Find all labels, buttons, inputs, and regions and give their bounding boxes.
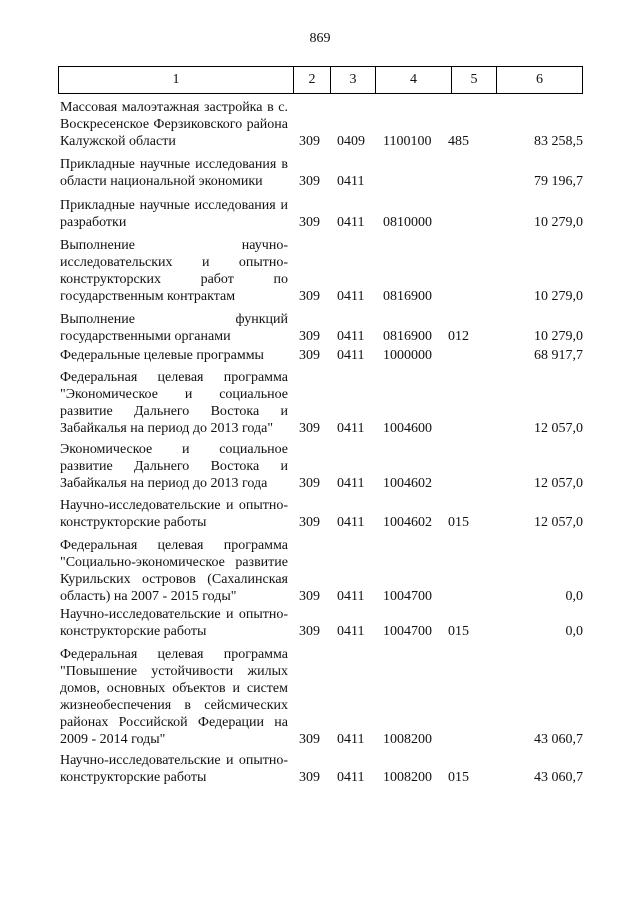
table-row xyxy=(0,537,640,605)
table-header xyxy=(58,66,583,94)
row-col-5: 015 xyxy=(448,624,469,639)
row-description: Научно-исследовательские и опытно-конструкторские работы xyxy=(60,498,288,530)
row-col-3: 0411 xyxy=(337,289,365,304)
row-col-5: 485 xyxy=(448,134,469,149)
table-row xyxy=(0,311,640,345)
row-col-6: 68 917,7 xyxy=(534,348,583,363)
row-col-3: 0409 xyxy=(337,134,365,149)
row-col-2: 309 xyxy=(299,134,320,149)
row-col-4: 1100100 xyxy=(383,134,432,149)
table-row xyxy=(0,497,640,531)
row-col-6: 83 258,5 xyxy=(534,134,583,149)
row-col-2: 309 xyxy=(299,348,320,363)
header-col-4: 4 xyxy=(376,67,452,93)
row-col-3: 0411 xyxy=(337,515,365,530)
table-row xyxy=(0,606,640,640)
row-col-4: 0816900 xyxy=(383,289,432,304)
row-col-2: 309 xyxy=(299,289,320,304)
row-col-5: 015 xyxy=(448,770,469,785)
row-description: Выполнение функций государственными органами xyxy=(60,312,288,344)
row-col-4: 1004700 xyxy=(383,589,432,604)
row-col-4: 1008200 xyxy=(383,770,432,785)
table-row xyxy=(0,646,640,748)
row-description: Научно-исследовательские и опытно-конструкторские работы xyxy=(60,607,288,639)
row-description: Прикладные научные исследования и разработки xyxy=(60,198,288,230)
row-col-6: 43 060,7 xyxy=(534,732,583,747)
table-row xyxy=(0,369,640,437)
row-col-2: 309 xyxy=(299,732,320,747)
row-col-3: 0411 xyxy=(337,770,365,785)
row-description: Федеральная целевая программа "Социально-экономическое развитие Курильских островов (Сахалинская область) на 2007 - 2015 годы" xyxy=(60,538,288,604)
row-col-4: 0816900 xyxy=(383,329,432,344)
row-col-4: 1004602 xyxy=(383,476,432,491)
row-col-2: 309 xyxy=(299,174,320,189)
row-col-6: 12 057,0 xyxy=(534,421,583,436)
row-col-3: 0411 xyxy=(337,215,365,230)
row-col-2: 309 xyxy=(299,770,320,785)
row-col-6: 79 196,7 xyxy=(534,174,583,189)
row-col-6: 0,0 xyxy=(565,589,583,604)
row-col-2: 309 xyxy=(299,624,320,639)
row-col-2: 309 xyxy=(299,421,320,436)
row-col-6: 12 057,0 xyxy=(534,476,583,491)
row-col-6: 10 279,0 xyxy=(534,215,583,230)
row-col-3: 0411 xyxy=(337,476,365,491)
header-col-6: 6 xyxy=(536,72,543,87)
row-description: Федеральная целевая программа "Экономическое и социальное развитие Дальнего Востока и Забайкалья на период до 2013 года" xyxy=(60,370,288,436)
table-row xyxy=(0,99,640,150)
page-number: 869 xyxy=(309,31,331,46)
row-col-3: 0411 xyxy=(337,348,365,363)
row-col-6: 12 057,0 xyxy=(534,515,583,530)
header-col-1: 1 xyxy=(59,67,294,93)
row-col-4: 0810000 xyxy=(383,215,432,230)
row-col-4: 1004602 xyxy=(383,515,432,530)
row-col-4: 1004700 xyxy=(383,624,432,639)
row-description: Научно-исследовательские и опытно-конструкторские работы xyxy=(60,753,288,785)
row-col-6: 43 060,7 xyxy=(534,770,583,785)
row-col-4: 1008200 xyxy=(383,732,432,747)
row-col-3: 0411 xyxy=(337,329,365,344)
row-col-3: 0411 xyxy=(337,624,365,639)
row-col-2: 309 xyxy=(299,215,320,230)
row-col-4: 1000000 xyxy=(383,348,432,363)
row-col-6: 0,0 xyxy=(565,624,583,639)
row-col-4: 1004600 xyxy=(383,421,432,436)
row-col-2: 309 xyxy=(299,589,320,604)
table-row xyxy=(0,156,640,190)
table-row xyxy=(0,441,640,492)
header-col-3: 3 xyxy=(331,67,376,93)
row-description: Экономическое и социальное развитие Дальнего Востока и Забайкалья на период до 2013 года xyxy=(60,442,288,491)
row-col-5: 015 xyxy=(448,515,469,530)
table-row xyxy=(0,197,640,231)
row-description: Массовая малоэтажная застройка в с. Воскресенское Ферзиковского района Калужской области xyxy=(60,100,288,149)
row-col-5: 012 xyxy=(448,329,469,344)
row-col-2: 309 xyxy=(299,476,320,491)
row-col-2: 309 xyxy=(299,515,320,530)
row-description: Федеральная целевая программа "Повышение устойчивости жилых домов, основных объектов и систем жизнеобеспечения в сейсмических районах Российской Федерации на 2009 - 2014 годы" xyxy=(60,647,288,747)
header-col-5: 5 xyxy=(452,67,497,93)
row-col-3: 0411 xyxy=(337,174,365,189)
table-row xyxy=(0,237,640,305)
row-description: Выполнение научно-исследовательских и опытно-конструкторских работ по государственным контрактам xyxy=(60,238,288,304)
table-row xyxy=(0,347,640,364)
row-col-6: 10 279,0 xyxy=(534,289,583,304)
header-col-2: 2 xyxy=(294,67,331,93)
row-col-2: 309 xyxy=(299,329,320,344)
table-row xyxy=(0,752,640,786)
row-col-3: 0411 xyxy=(337,589,365,604)
row-col-3: 0411 xyxy=(337,732,365,747)
row-description: Федеральные целевые программы xyxy=(60,348,264,363)
row-description: Прикладные научные исследования в области национальной экономики xyxy=(60,157,288,189)
row-col-6: 10 279,0 xyxy=(534,329,583,344)
row-col-3: 0411 xyxy=(337,421,365,436)
